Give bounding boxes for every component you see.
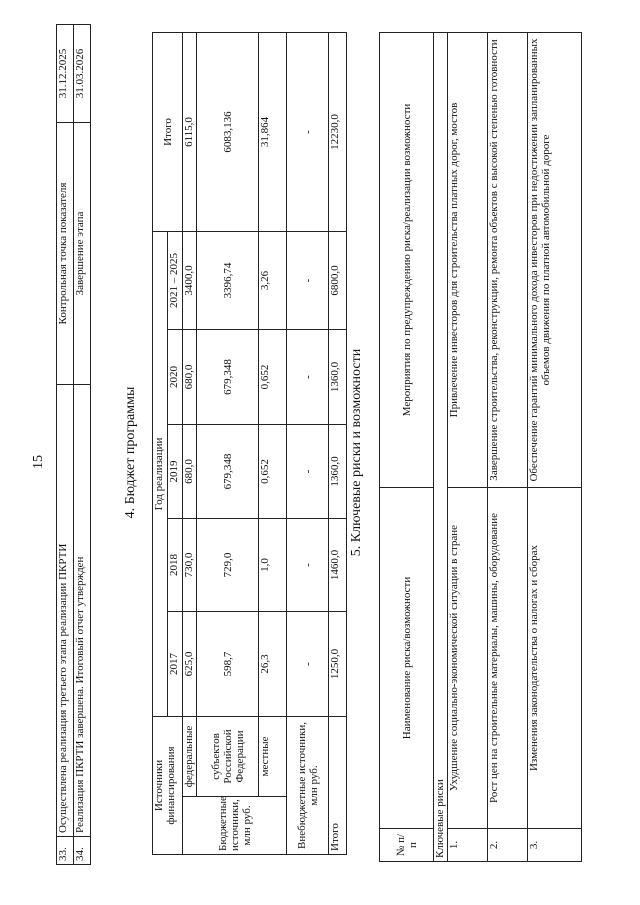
value-cell: - xyxy=(287,611,329,716)
risks-table xyxy=(379,32,582,862)
table-row xyxy=(488,33,528,862)
table-row xyxy=(528,33,582,862)
risk-measure: Обеспечение гарантий минимального дохода инвесторов при недостижении запланированных объемов движения по платной автомобильной дороге xyxy=(528,33,582,488)
value-cell: - xyxy=(287,231,329,329)
value-cell: 3400,0 xyxy=(183,231,197,329)
table-row xyxy=(183,32,197,854)
source-label: федеральные xyxy=(183,716,197,796)
header-sources: Источники финансирования xyxy=(153,716,183,854)
row-number: 1. xyxy=(448,829,488,862)
row-number: 3. xyxy=(528,829,582,862)
value-cell: 3396,74 xyxy=(197,231,259,329)
value-cell: 730,0 xyxy=(183,518,197,611)
year-2021-2025: 2021 – 2025 xyxy=(168,231,183,329)
value-cell: 679,348 xyxy=(197,329,259,424)
value-cell: 680,0 xyxy=(183,329,197,424)
header-measures: Мероприятия по предупреждению риска/реализации возможности xyxy=(380,33,434,488)
total-cell: 31,864 xyxy=(259,32,287,231)
value-cell: 1360,0 xyxy=(329,424,347,518)
total-cell: 6115,0 xyxy=(183,32,197,231)
group-label: Ключевые риски xyxy=(434,33,448,862)
table-row xyxy=(259,32,287,854)
table-row xyxy=(287,32,329,854)
source-label: субъектов Российской Федерации xyxy=(197,716,259,796)
row-type: Завершение этапа xyxy=(74,123,91,385)
value-cell: 6800,0 xyxy=(329,231,347,329)
total-cell: - xyxy=(287,32,329,231)
grand-total-label: Итого xyxy=(329,716,347,854)
table-row xyxy=(329,32,347,854)
value-cell: 1460,0 xyxy=(329,518,347,611)
value-cell: 680,0 xyxy=(183,424,197,518)
year-2017: 2017 xyxy=(168,611,183,716)
section-title-budget: 4. Бюджет программы xyxy=(123,386,138,519)
row-number: 2. xyxy=(488,829,528,862)
row-date: 31.03.2026 xyxy=(74,25,91,123)
section-title-risks: 5. Ключевые риски и возможности xyxy=(349,348,364,557)
extra-sources-label: Внебюджетные источники, млн руб. xyxy=(287,716,329,854)
header-number: № п/п xyxy=(380,829,434,862)
value-cell: 0,652 xyxy=(259,424,287,518)
row-number: 34. xyxy=(74,837,91,865)
year-2018: 2018 xyxy=(168,518,183,611)
budget-group-label: Бюджетные источники, млн руб. xyxy=(183,797,287,855)
value-cell: 26,3 xyxy=(259,611,287,716)
value-cell: 3,26 xyxy=(259,231,287,329)
grand-total-cell: 12230,0 xyxy=(329,32,347,231)
risk-measure: Привлечение инвесторов для строительства платных дорог, мостов xyxy=(448,33,488,488)
table-row xyxy=(380,33,434,862)
value-cell: - xyxy=(287,329,329,424)
value-cell: 1250,0 xyxy=(329,611,347,716)
value-cell: 598,7 xyxy=(197,611,259,716)
table-row xyxy=(434,33,448,862)
value-cell: 0,652 xyxy=(259,329,287,424)
row-text: Осуществлена реализация третьего этапа реализации ПКРТИ xyxy=(57,385,74,837)
table-row xyxy=(448,33,488,862)
value-cell: - xyxy=(287,518,329,611)
source-label: местные xyxy=(259,716,287,796)
header-year: Год реализации xyxy=(153,231,168,716)
risk-measure: Завершение строительства, реконструкции, ремонта объектов с высокой степенью готовности xyxy=(488,33,528,488)
year-2020: 2020 xyxy=(168,329,183,424)
row-type: Контрольная точка показателя xyxy=(57,123,74,385)
row-text: Реализация ПКРТИ завершена. Итоговый отчет утвержден xyxy=(74,385,91,837)
table-row xyxy=(153,32,168,854)
budget-table xyxy=(152,32,347,855)
year-2019: 2019 xyxy=(168,424,183,518)
page-number: 15 xyxy=(31,455,46,469)
risk-name: Изменения законодательства о налогах и сборах xyxy=(528,488,582,829)
header-total: Итого xyxy=(153,32,183,231)
row-date: 31.12.2025 xyxy=(57,25,74,123)
table-row xyxy=(57,25,74,865)
risk-name: Рост цен на строительные материалы, машины, оборудование xyxy=(488,488,528,829)
value-cell: - xyxy=(287,424,329,518)
value-cell: 625,0 xyxy=(183,611,197,716)
value-cell: 729,0 xyxy=(197,518,259,611)
header-risk-name: Наименование риска/возможности xyxy=(380,488,434,829)
table-row xyxy=(74,25,91,865)
risk-name: Ухудшение социально-экономической ситуации в стране xyxy=(448,488,488,829)
value-cell: 1360,0 xyxy=(329,329,347,424)
value-cell: 1,0 xyxy=(259,518,287,611)
control-points-table xyxy=(56,24,91,865)
total-cell: 6083,136 xyxy=(197,32,259,231)
row-number: 33. xyxy=(57,837,74,865)
table-row xyxy=(197,32,259,854)
value-cell: 679,348 xyxy=(197,424,259,518)
